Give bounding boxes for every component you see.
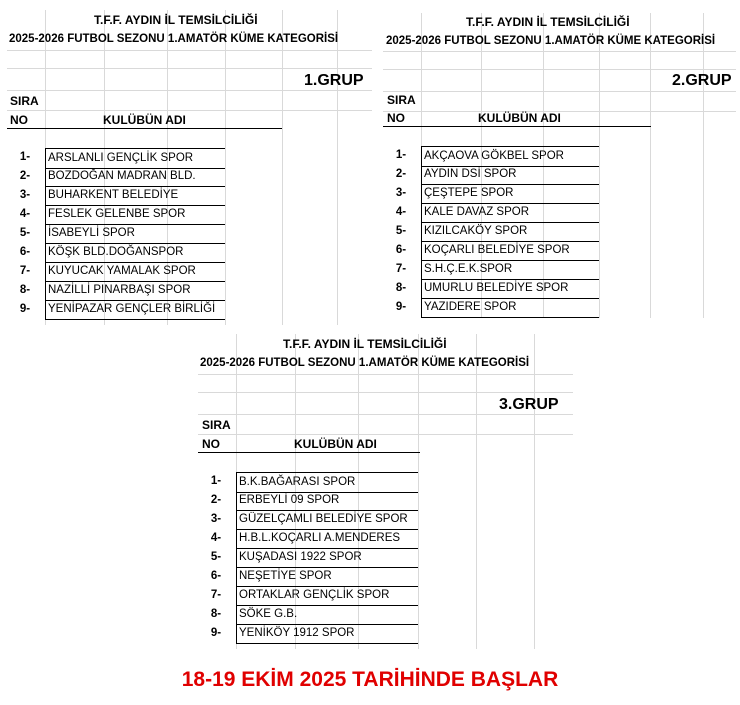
team-name: KUYUCAK YAMALAK SPOR: [45, 262, 225, 282]
group-1-sheet: [7, 10, 372, 325]
team-name: YENİKÖY 1912 SPOR: [236, 624, 418, 644]
team-name: ORTAKLAR GENÇLİK SPOR: [236, 586, 418, 606]
grid-line: [337, 10, 338, 325]
start-date-banner: 18-19 EKİM 2025 TARİHİNDE BAŞLAR: [181, 668, 559, 691]
team-number: 4-: [395, 206, 407, 218]
team-row: [7, 224, 225, 243]
team-number: 9-: [19, 303, 31, 315]
team-row: [383, 203, 599, 222]
header-club-name: KULÜBÜN ADI: [478, 111, 561, 125]
team-row: [198, 567, 418, 586]
grid-line: [703, 13, 704, 318]
team-number: 8-: [395, 282, 407, 294]
header-underline: [7, 128, 282, 129]
team-name: BOZDOĞAN MADRAN BLD.: [45, 167, 225, 187]
team-name: İSABEYLİ SPOR: [45, 224, 225, 244]
team-number: 2-: [210, 494, 222, 506]
group-label: 3.GRUP: [499, 396, 559, 413]
grid-line: [599, 13, 600, 318]
header-underline: [383, 126, 651, 127]
team-number: 4-: [210, 532, 222, 544]
team-row: [383, 279, 599, 298]
team-number: 6-: [210, 570, 222, 582]
team-row: [198, 605, 418, 624]
team-row: [198, 586, 418, 605]
team-name: AKÇAOVA GÖKBEL SPOR: [421, 146, 599, 167]
team-name: ÇEŞTEPE SPOR: [421, 184, 599, 204]
team-row: [198, 491, 418, 510]
team-row: [7, 243, 225, 262]
grid-line: [418, 334, 419, 649]
team-number: 1-: [19, 151, 31, 163]
team-name: UMURLU BELEDİYE SPOR: [421, 279, 599, 299]
org-title: T.F.F. AYDIN İL TEMSİLCİLİĞİ: [466, 15, 630, 29]
team-number: 1-: [210, 475, 222, 487]
team-name: GÜZELÇAMLI BELEDİYE SPOR: [236, 510, 418, 530]
team-number: 3-: [19, 189, 31, 201]
team-number: 8-: [19, 284, 31, 296]
team-row: [383, 222, 599, 241]
team-name: BUHARKENT BELEDİYE: [45, 186, 225, 206]
grid-line: [383, 51, 736, 52]
team-name: YAZIDERE SPOR: [421, 298, 599, 318]
header-sira: SIRA: [387, 93, 416, 107]
team-row: [7, 186, 225, 205]
team-number: 3-: [395, 187, 407, 199]
team-number: 4-: [19, 208, 31, 220]
team-number: 7-: [19, 265, 31, 277]
grid-line: [383, 69, 736, 70]
team-row: [383, 241, 599, 260]
header-club-name: KULÜBÜN ADI: [103, 113, 186, 127]
team-number: 9-: [210, 627, 222, 639]
team-row: [198, 548, 418, 567]
team-number: 6-: [19, 246, 31, 258]
grid-line: [7, 50, 372, 51]
header-club-name: KULÜBÜN ADI: [294, 437, 377, 451]
team-row: [198, 472, 418, 491]
team-row: [198, 529, 418, 548]
org-title: T.F.F. AYDIN İL TEMSİLCİLİĞİ: [94, 13, 258, 27]
header-no: NO: [10, 113, 28, 127]
team-row: [383, 260, 599, 279]
team-number: 6-: [395, 244, 407, 256]
team-row: [383, 165, 599, 184]
org-title: T.F.F. AYDIN İL TEMSİLCİLİĞİ: [283, 337, 447, 351]
team-number: 1-: [395, 149, 407, 161]
team-name: FESLEK GELENBE SPOR: [45, 205, 225, 225]
grid-line: [282, 10, 283, 325]
team-name: KUŞADASI 1922 SPOR: [236, 548, 418, 568]
team-row: [7, 167, 225, 186]
grid-line: [7, 90, 372, 91]
team-name: YENİPAZAR GENÇLER BİRLİĞİ: [45, 300, 225, 320]
grid-line: [198, 434, 573, 435]
team-name: H.B.L.KOÇARLI A.MENDERES: [236, 529, 418, 549]
team-name: ERBEYLİ 09 SPOR: [236, 491, 418, 511]
grid-line: [225, 10, 226, 325]
team-name: SÖKE G.B.: [236, 605, 418, 625]
season-title: 2025-2026 FUTBOL SEZONU 1.AMATÖR KÜME KATEGORİSİ: [9, 33, 339, 45]
season-title: 2025-2026 FUTBOL SEZONU 1.AMATÖR KÜME KATEGORİSİ: [386, 35, 716, 47]
team-name: ARSLANLI GENÇLİK SPOR: [45, 148, 225, 169]
team-number: 5-: [395, 225, 407, 237]
grid-line: [198, 392, 573, 393]
team-number: 2-: [395, 168, 407, 180]
team-name: KALE DAVAZ SPOR: [421, 203, 599, 223]
team-number: 5-: [19, 227, 31, 239]
team-row: [383, 184, 599, 203]
team-number: 9-: [395, 301, 407, 313]
team-number: 3-: [210, 513, 222, 525]
grid-line: [476, 334, 477, 649]
team-name: AYDIN DSİ SPOR: [421, 165, 599, 185]
team-row: [383, 298, 599, 317]
header-underline: [198, 452, 420, 453]
season-title: 2025-2026 FUTBOL SEZONU 1.AMATÖR KÜME KATEGORİSİ: [200, 357, 530, 369]
grid-line: [7, 68, 372, 69]
team-number: 8-: [210, 608, 222, 620]
team-name: KOÇARLI BELEDİYE SPOR: [421, 241, 599, 261]
grid-line: [198, 414, 573, 415]
group-label: 2.GRUP: [672, 72, 732, 89]
team-row: [7, 148, 225, 167]
team-row: [198, 510, 418, 529]
team-row: [7, 281, 225, 300]
team-row: [7, 262, 225, 281]
team-name: NEŞETİYE SPOR: [236, 567, 418, 587]
team-row: [383, 146, 599, 165]
header-sira: SIRA: [202, 418, 231, 432]
team-number: 5-: [210, 551, 222, 563]
team-number: 7-: [210, 589, 222, 601]
group-2-sheet: [383, 13, 736, 318]
team-name: KIZILCAKÖY SPOR: [421, 222, 599, 242]
team-number: 2-: [19, 170, 31, 182]
team-row: [198, 624, 418, 643]
grid-line: [534, 334, 535, 649]
team-name: NAZİLLİ PINARBAŞI SPOR: [45, 281, 225, 301]
team-name: KÖŞK BLD.DOĞANSPOR: [45, 243, 225, 263]
team-number: 7-: [395, 263, 407, 275]
group-3-sheet: [198, 334, 573, 649]
grid-line: [383, 91, 736, 92]
grid-line: [198, 374, 573, 375]
team-name: B.K.BAĞARASI SPOR: [236, 472, 418, 493]
grid-line: [650, 13, 651, 318]
team-row: [7, 300, 225, 319]
team-row: [7, 205, 225, 224]
header-no: NO: [202, 437, 220, 451]
header-no: NO: [387, 111, 405, 125]
header-sira: SIRA: [10, 94, 39, 108]
grid-line: [7, 110, 372, 111]
group-label: 1.GRUP: [304, 72, 364, 89]
team-name: S.H.Ç.E.K.SPOR: [421, 260, 599, 280]
